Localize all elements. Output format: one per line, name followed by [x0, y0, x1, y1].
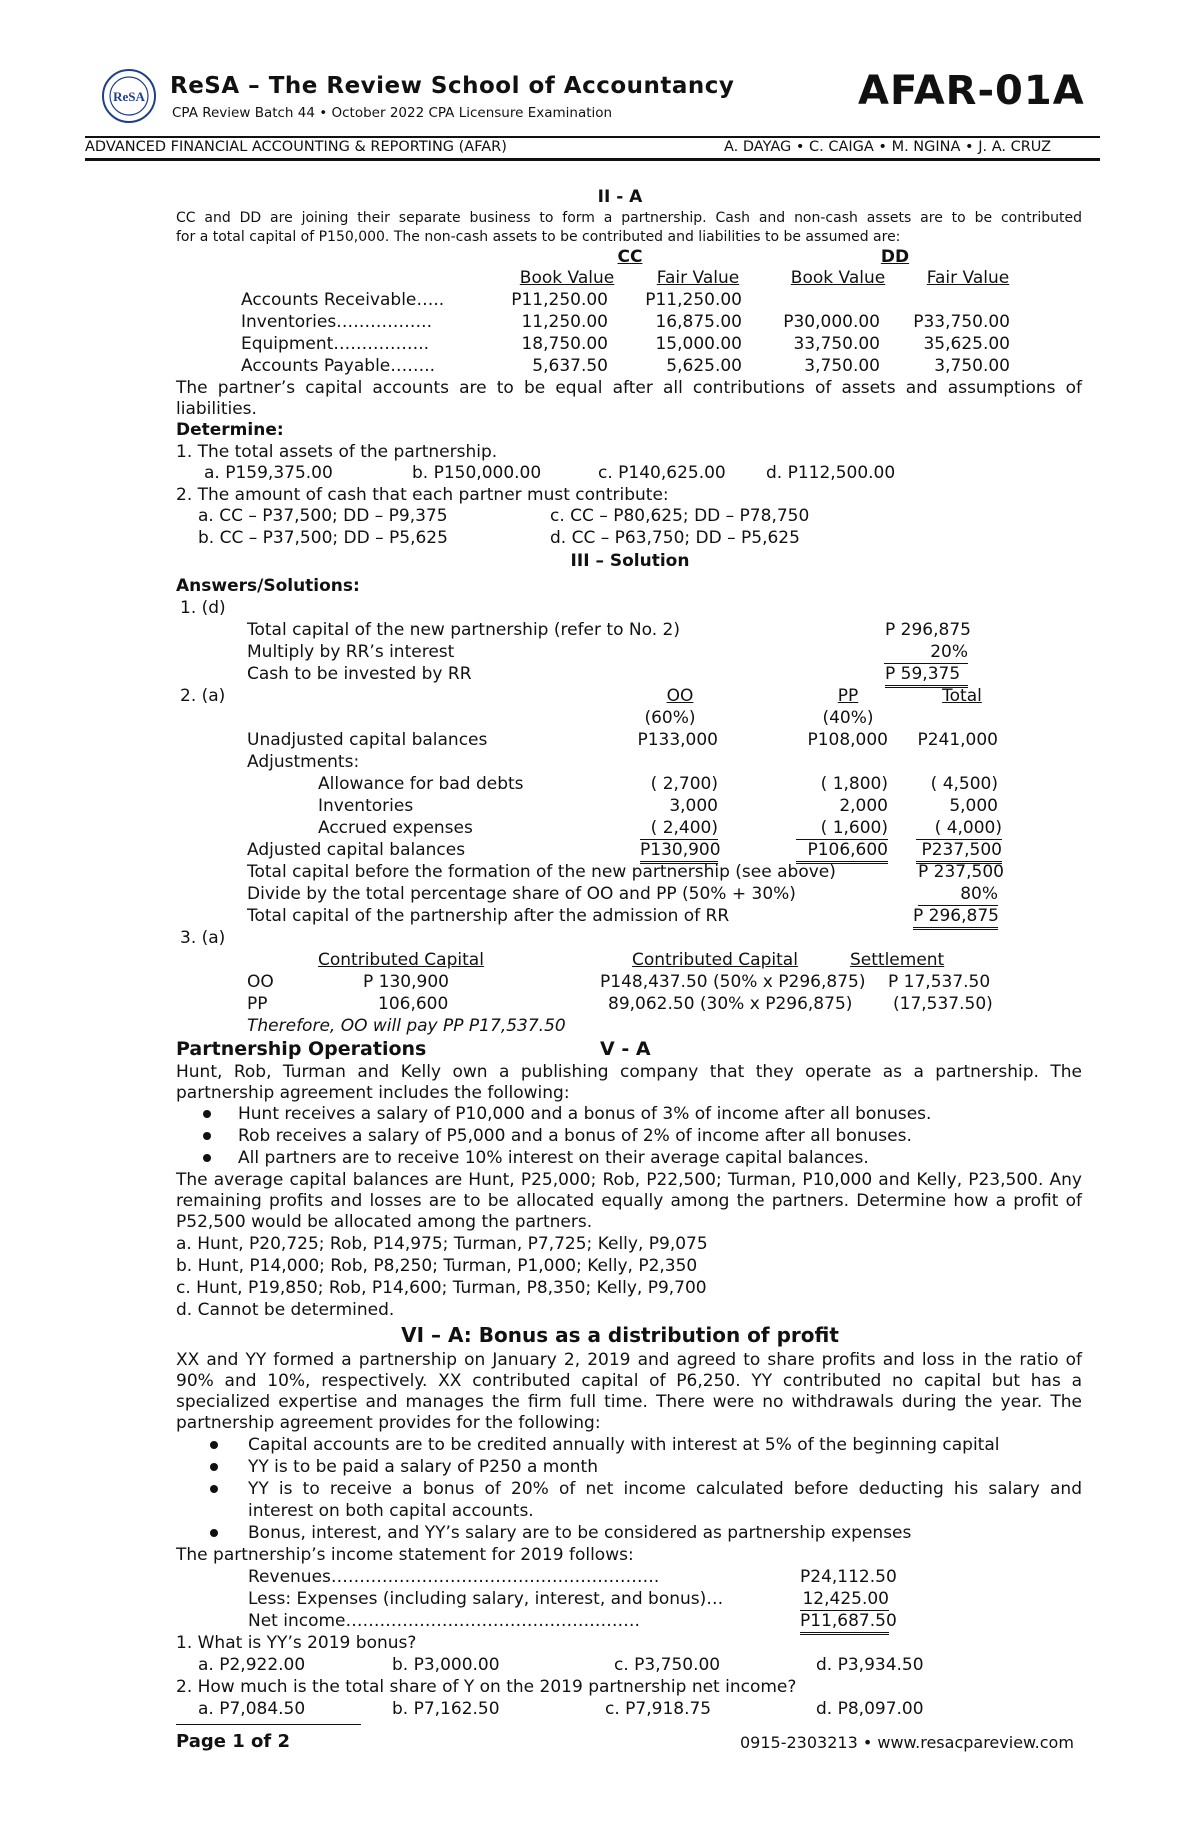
- col-header: Contributed Capital: [632, 950, 798, 970]
- choice: c. Hunt, P19,850; Rob, P14,600; Turman, P8,350; Kelly, P9,700: [176, 1278, 707, 1298]
- col-header: OO: [666, 686, 694, 706]
- choice: c. P7,918.75: [605, 1699, 712, 1719]
- choice: b. P3,000.00: [392, 1655, 500, 1675]
- bullet: [210, 1485, 218, 1493]
- choice: d. P8,097.00: [816, 1699, 924, 1719]
- table-cell: P106,600: [796, 840, 888, 864]
- bullet-text: interest on both capital accounts.: [248, 1501, 534, 1521]
- table-cell: P148,437.50 (50% x P296,875): [600, 972, 866, 992]
- income-row-label: Net income…………………………………………….: [248, 1611, 640, 1631]
- solution-row-label: Accrued expenses: [318, 818, 473, 838]
- table-cell: ( 1,800): [820, 774, 888, 794]
- solution-row-label: Adjusted capital balances: [247, 840, 466, 860]
- s2-intro-2: for a total capital of P150,000. The non-cash assets to be contributed and liabilities to be assumed are:: [176, 229, 901, 245]
- table-cell: P108,000: [807, 730, 888, 750]
- table-cell: P 17,537.50: [888, 972, 991, 992]
- section-heading: Partnership Operations: [176, 1038, 427, 1060]
- answers-label: Answers/Solutions:: [176, 576, 360, 596]
- share-pct: (60%): [644, 708, 696, 728]
- answer-1-label: 1. (d): [180, 598, 226, 618]
- s2-intro-1: CC and DD are joining their separate business to form a partnership. Cash and non-cash assets are to be contributed: [176, 210, 1082, 226]
- table-cell: ( 2,700): [650, 774, 718, 794]
- table-cell: 89,062.50 (30% x P296,875): [608, 994, 853, 1014]
- choice: b. CC – P37,500; DD – P5,625: [198, 528, 448, 548]
- choice: c. P3,750.00: [614, 1655, 721, 1675]
- table-cell: 5,625.00: [666, 356, 742, 376]
- solution-row-label: Inventories: [318, 796, 414, 816]
- col-header: PP: [837, 686, 859, 706]
- solution-row-label: Cash to be invested by RR: [247, 664, 472, 684]
- choice: d. P112,500.00: [766, 463, 896, 483]
- s2-note-2: liabilities.: [176, 399, 257, 419]
- solution-row-label: Unadjusted capital balances: [247, 730, 488, 750]
- table-cell: ( 2,400): [640, 818, 718, 840]
- table-cell: 15,000.00: [655, 334, 742, 354]
- solution-value: 80%: [918, 884, 998, 906]
- col-header: Total: [942, 686, 982, 706]
- s5-para-3: The average capital balances are Hunt, P25,000; Rob, P22,500; Turman, P10,000 and Kelly, P23,500. Any: [176, 1170, 1082, 1190]
- solution-row-label: Allowance for bad debts: [318, 774, 524, 794]
- school-title: ReSA – The Review School of Accountancy: [170, 73, 735, 99]
- income-row-label: Revenues………………………………………………….: [248, 1567, 660, 1587]
- income-value: P11,687.50: [800, 1611, 889, 1635]
- table-cell: P241,000: [917, 730, 998, 750]
- section-title-2a: II - A: [597, 187, 643, 207]
- table-cell: ( 4,500): [930, 774, 998, 794]
- choice: c. P140,625.00: [598, 463, 726, 483]
- income-statement-intro: The partnership’s income statement for 2019 follows:: [176, 1545, 634, 1565]
- footer-rule: [176, 1724, 361, 1725]
- partner-name: OO: [247, 972, 274, 992]
- section-title-5a: V - A: [600, 1038, 651, 1060]
- choice: a. CC – P37,500; DD – P9,375: [198, 506, 448, 526]
- choice: a. P159,375.00: [204, 463, 333, 483]
- choice: a. P7,084.50: [198, 1699, 306, 1719]
- solution-row-label: Total capital of the new partnership (refer to No. 2): [247, 620, 680, 640]
- choice: a. P2,922.00: [198, 1655, 306, 1675]
- s6-para-3: specialized expertise and manages the firm full time. There were no withdrawals during the year. The: [176, 1392, 1082, 1412]
- solution-row-label: Total capital before the formation of the new partnership (see above): [247, 862, 836, 882]
- table-cell: P33,750.00: [913, 312, 1010, 332]
- choice: a. Hunt, P20,725; Rob, P14,975; Turman, P7,725; Kelly, P9,075: [176, 1234, 708, 1254]
- s5-para-1: Hunt, Rob, Turman and Kelly own a publishing company that they operate as a partnership. The: [176, 1062, 1082, 1082]
- table-cell: ( 1,600): [796, 818, 888, 840]
- question-2: 2. How much is the total share of Y on the 2019 partnership net income?: [176, 1677, 797, 1697]
- question-1: 1. The total assets of the partnership.: [176, 442, 498, 462]
- document-code: AFAR-01A: [858, 68, 1085, 114]
- answer-3-label: 3. (a): [180, 928, 226, 948]
- solution-row-label: Multiply by RR’s interest: [247, 642, 455, 662]
- table-cell: 16,875.00: [655, 312, 742, 332]
- s5-para-2: partnership agreement includes the following:: [176, 1083, 570, 1103]
- table-cell: P130,900: [640, 840, 718, 864]
- choice: b. P7,162.50: [392, 1699, 500, 1719]
- col-header: Book Value: [790, 268, 886, 288]
- col-header: Fair Value: [926, 268, 1010, 288]
- authors: A. DAYAG • C. CAIGA • M. NGINA • J. A. CRUZ: [724, 139, 1052, 155]
- table-cell: P30,000.00: [783, 312, 880, 332]
- table-row-label: Accounts Payable……..: [241, 356, 436, 376]
- col-header: Settlement: [850, 950, 945, 970]
- table-cell: P237,500: [916, 840, 1002, 864]
- batch-line: CPA Review Batch 44 • October 2022 CPA Licensure Examination: [172, 105, 613, 121]
- table-row-label: Equipment……………..: [241, 334, 430, 354]
- footer-contact: 0915-2303213 • www.resacpareview.com: [740, 1733, 1074, 1752]
- table-cell: 11,250.00: [521, 312, 608, 332]
- s6-para-2: 90% and 10%, respectively. XX contributed capital of P6,250. YY contributed no capital but has a: [176, 1371, 1082, 1391]
- table-cell: (17,537.50): [893, 994, 993, 1014]
- col-header: Fair Value: [656, 268, 740, 288]
- share-pct: (40%): [822, 708, 874, 728]
- bullet: [203, 1110, 211, 1118]
- choice: d. Cannot be determined.: [176, 1300, 395, 1320]
- choice: c. CC – P80,625; DD – P78,750: [550, 506, 810, 526]
- partner-name: PP: [247, 994, 268, 1014]
- table-cell: P 130,900: [363, 972, 449, 992]
- s5-para-5: P52,500 would be allocated among the partners.: [176, 1212, 593, 1232]
- header-rule-bottom: [85, 158, 1100, 161]
- partner-dd-header: DD: [880, 247, 910, 267]
- table-row-label: Inventories……………..: [241, 312, 432, 332]
- subject-title: ADVANCED FINANCIAL ACCOUNTING & REPORTING (AFAR): [85, 139, 507, 155]
- bullet: [210, 1529, 218, 1537]
- choice: d. CC – P63,750; DD – P5,625: [550, 528, 800, 548]
- table-cell: P11,250.00: [645, 290, 742, 310]
- table-row-label: Accounts Receivable…..: [241, 290, 445, 310]
- col-header: Contributed Capital: [318, 950, 484, 970]
- bullet-text: YY is to receive a bonus of 20% of net income calculated before deducting his salary and: [248, 1479, 1082, 1499]
- col-header: Book Value: [519, 268, 615, 288]
- table-cell: 5,637.50: [532, 356, 608, 376]
- s6-para-4: partnership agreement provides for the following:: [176, 1413, 601, 1433]
- bullet: [210, 1463, 218, 1471]
- income-value: 12,425.00: [800, 1589, 889, 1611]
- answer-2-label: 2. (a): [180, 686, 226, 706]
- table-cell: P11,250.00: [511, 290, 608, 310]
- choice: b. P150,000.00: [412, 463, 542, 483]
- bullet-text: Rob receives a salary of P5,000 and a bonus of 2% of income after all bonuses.: [238, 1126, 912, 1146]
- bullet-text: Bonus, interest, and YY’s salary are to be considered as partnership expenses: [248, 1523, 912, 1543]
- solution-value: P 237,500: [918, 862, 1004, 882]
- table-cell: 3,000: [669, 796, 718, 816]
- table-cell: 18,750.00: [521, 334, 608, 354]
- table-cell: 3,750.00: [804, 356, 880, 376]
- bullet: [203, 1132, 211, 1140]
- solution-value: P 296,875: [885, 620, 971, 640]
- table-cell: 2,000: [839, 796, 888, 816]
- income-row-label: Less: Expenses (including salary, interest, and bonus)…: [248, 1589, 724, 1609]
- table-cell: 106,600: [378, 994, 449, 1014]
- s6-para-1: XX and YY formed a partnership on January 2, 2019 and agreed to share profits and loss in the ratio of: [176, 1350, 1082, 1370]
- determine-label: Determine:: [176, 420, 284, 440]
- income-value: P24,112.50: [800, 1567, 897, 1587]
- solution-row-label: Total capital of the partnership after the admission of RR: [247, 906, 730, 926]
- bullet-text: All partners are to receive 10% interest on their average capital balances.: [238, 1148, 869, 1168]
- choice: b. Hunt, P14,000; Rob, P8,250; Turman, P1,000; Kelly, P2,350: [176, 1256, 698, 1276]
- settlement-note: Therefore, OO will pay PP P17,537.50: [247, 1016, 566, 1036]
- choice: d. P3,934.50: [816, 1655, 924, 1675]
- solution-value: P 59,375: [885, 664, 968, 688]
- table-cell: P133,000: [637, 730, 718, 750]
- section-title-6a: VI – A: Bonus as a distribution of profit: [401, 1323, 839, 1347]
- question-1: 1. What is YY’s 2019 bonus?: [176, 1633, 417, 1653]
- solution-row-label: Divide by the total percentage share of OO and PP (50% + 30%): [247, 884, 796, 904]
- table-cell: 33,750.00: [793, 334, 880, 354]
- table-cell: 3,750.00: [934, 356, 1010, 376]
- section-title-3: III – Solution: [570, 551, 690, 571]
- question-2: 2. The amount of cash that each partner must contribute:: [176, 485, 669, 505]
- bullet: [210, 1441, 218, 1449]
- s2-note-1: The partner’s capital accounts are to be equal after all contributions of assets and assumptions of: [176, 378, 1082, 398]
- partner-cc-header: CC: [617, 247, 643, 267]
- solution-value: P 296,875: [913, 906, 998, 930]
- bullet-text: YY is to be paid a salary of P250 a month: [248, 1457, 598, 1477]
- s5-para-4: remaining profits and losses are to be allocated equally among the partners. Determine how a profit of: [176, 1191, 1082, 1211]
- page-number: Page 1 of 2: [176, 1731, 290, 1752]
- solution-row-label: Adjustments:: [247, 752, 360, 772]
- bullet-text: Hunt receives a salary of P10,000 and a bonus of 3% of income after all bonuses.: [238, 1104, 932, 1124]
- bullet-text: Capital accounts are to be credited annually with interest at 5% of the beginning capital: [248, 1435, 1000, 1455]
- table-cell: ( 4,000): [916, 818, 1002, 840]
- solution-value: 20%: [884, 642, 968, 664]
- table-cell: 35,625.00: [923, 334, 1010, 354]
- school-logo: [101, 68, 157, 124]
- table-cell: 5,000: [949, 796, 998, 816]
- bullet: [203, 1154, 211, 1162]
- svg-text:ReSA: ReSA: [113, 89, 145, 104]
